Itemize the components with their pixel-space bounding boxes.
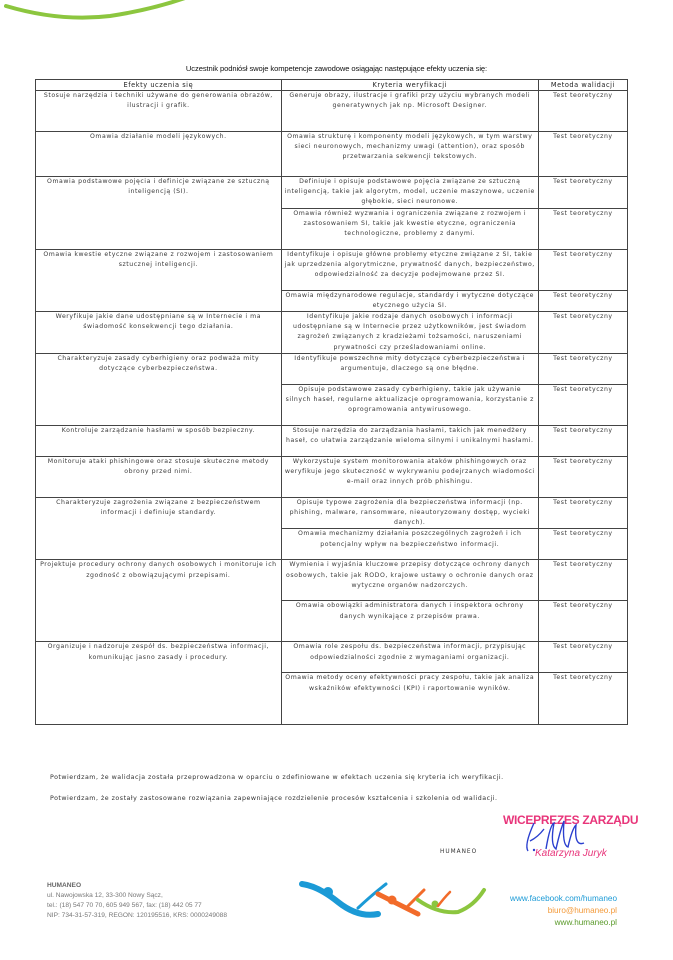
validation-method-cell: Test teoretyczny bbox=[538, 425, 627, 456]
validation-method-cell: Test teoretyczny bbox=[538, 177, 627, 209]
table-row bbox=[36, 91, 628, 132]
table-row bbox=[36, 177, 628, 209]
verification-criteria-cell: Stosuje narzędzia do zarządzania hasłami, takich jak menedżery haseł, co ułatwia zarządzanie wieloma silnymi i unikalnymi hasłami. bbox=[281, 425, 538, 456]
learning-effect-cell: Charakteryzuje zasady cyberhigieny oraz podważa mity dotyczące cyberbezpieczeństwa. bbox=[36, 353, 282, 425]
table-row bbox=[36, 560, 628, 601]
table-row bbox=[36, 353, 628, 384]
learning-effect-cell: Charakteryzuje zagrożenia związane z bezpieczeństwem informacji i definiuje standardy. bbox=[36, 497, 282, 560]
validation-method-cell: Test teoretyczny bbox=[538, 132, 627, 177]
verification-criteria-cell: Omawia metody oceny efektywności pracy zespołu, takie jak analiza wskaźników efektywności (KPI) i raportowanie wyników. bbox=[281, 673, 538, 725]
facebook-link[interactable]: www.facebook.com/humaneo bbox=[510, 894, 617, 903]
validation-method-cell: Test teoretyczny bbox=[538, 91, 627, 132]
email-link[interactable]: biuro@humaneo.pl bbox=[547, 906, 617, 915]
footer-phones: tel.: (18) 547 70 70, 605 949 567, fax: (18) 442 05 77 bbox=[47, 902, 202, 909]
humaneo-logo bbox=[298, 878, 488, 926]
header-criteria: Kryteria weryfikacji bbox=[281, 80, 538, 91]
table-header-row bbox=[36, 80, 628, 91]
learning-outcomes-table bbox=[35, 79, 628, 725]
learning-effect-cell: Kontroluje zarządzanie hasłami w sposób bezpieczny. bbox=[36, 425, 282, 456]
signature-organization: HUMANEO bbox=[440, 849, 478, 855]
verification-criteria-cell: Opisuje podstawowe zasady cyberhigieny, takie jak używanie silnych haseł, regularne aktualizacje oprogramowania, korzystanie z oprogramowania antywirusowego. bbox=[281, 384, 538, 425]
footer-links bbox=[510, 893, 617, 929]
validation-method-cell: Test teoretyczny bbox=[538, 249, 627, 290]
confirmation-statement: Potwierdzam, że zostały zastosowane rozwiązania zapewniające rozdzielenie procesów kształcenia i szkolenia od walidacji. bbox=[50, 795, 498, 802]
learning-effect-cell: Omawia podstawowe pojęcia i definicje związane ze sztuczną inteligencją (SI). bbox=[36, 177, 282, 250]
verification-criteria-cell: Identyfikuje i opisuje główne problemy etyczne związane z SI, takie jak uprzedzenia algorytmiczne, prywatność danych, bezpieczeństwo, odpowiedzialność za decyzje podejmowane przez SI. bbox=[281, 249, 538, 290]
learning-effect-cell: Projektuje procedury ochrony danych osobowych i monitoruje ich zgodność z obowiązującymi przepisami. bbox=[36, 560, 282, 642]
validation-method-cell: Test teoretyczny bbox=[538, 497, 627, 529]
verification-criteria-cell: Omawia strukturę i komponenty modeli językowych, w tym warstwy sieci neuronowych, mechanizmy uwagi (attention), oraz sposób przetwarzania sekwencji tekstowych. bbox=[281, 132, 538, 177]
validation-method-cell: Test teoretyczny bbox=[538, 353, 627, 384]
stamp-title: WICEPREZES ZARZĄDU bbox=[503, 813, 639, 827]
validation-method-cell: Test teoretyczny bbox=[538, 601, 627, 642]
learning-effect-cell: Omawia działanie modeli językowych. bbox=[36, 132, 282, 177]
verification-criteria-cell: Wykorzystuje system monitorowania ataków phishingowych oraz weryfikuje jego skuteczność w wykrywaniu podejrzanych wiadomości e-mail oraz innych prób phishingu. bbox=[281, 456, 538, 497]
validation-method-cell: Test teoretyczny bbox=[538, 456, 627, 497]
learning-effect-cell: Stosuje narzędzia i techniki używane do generowania obrazów, ilustracji i grafik. bbox=[36, 91, 282, 132]
table-row bbox=[36, 132, 628, 177]
verification-criteria-cell: Omawia role zespołu ds. bezpieczeństwa informacji, przypisując odpowiedzialności zgodnie z wymaganiami organizacji. bbox=[281, 642, 538, 673]
verification-criteria-cell: Generuje obrazy, ilustracje i grafiki przy użyciu wybranych modeli generatywnych jak np. Microsoft Designer. bbox=[281, 91, 538, 132]
website-link[interactable]: www.humaneo.pl bbox=[554, 918, 617, 927]
learning-effect-cell: Weryfikuje jakie dane udostępniane są w Internecie i ma świadomość konsekwencji tego działania. bbox=[36, 312, 282, 354]
table-row bbox=[36, 456, 628, 497]
verification-criteria-cell: Identyfikuje jakie rodzaje danych osobowych i informacji udostępniane są w Internecie przez użytkowników, jest świadom zagrożeń związanych z kradzieżami tożsamości, naruszeniami prywatności czy prześladowaniami online. bbox=[281, 312, 538, 354]
verification-criteria-cell: Identyfikuje powszechne mity dotyczące cyberbezpieczeństwa i argumentuje, dlaczego są one błędne. bbox=[281, 353, 538, 384]
validation-method-cell: Test teoretyczny bbox=[538, 384, 627, 425]
learning-effect-cell: Monitoruje ataki phishingowe oraz stosuje skuteczne metody obrony przed nimi. bbox=[36, 456, 282, 497]
verification-criteria-cell: Omawia obowiązki administratora danych i inspektora ochrony danych wynikające z przepisów prawa. bbox=[281, 601, 538, 642]
verification-criteria-cell: Omawia międzynarodowe regulacje, standardy i wytyczne dotyczące etycznego użycia SI. bbox=[281, 290, 538, 311]
verification-criteria-cell: Omawia mechanizmy działania poszczególnych zagrożeń i ich potencjalny wpływ na bezpieczeństwo informacji. bbox=[281, 529, 538, 560]
learning-effect-cell: Omawia kwestie etyczne związane z rozwojem i zastosowaniem sztucznej inteligencji. bbox=[36, 249, 282, 311]
validation-method-cell: Test teoretyczny bbox=[538, 290, 627, 311]
verification-criteria-cell: Omawia również wyzwania i ograniczenia związane z rozwojem i zastosowaniem SI, takie jak kwestie etyczne, ograniczenia technologiczne, problemy z danymi. bbox=[281, 208, 538, 249]
table-row bbox=[36, 425, 628, 456]
header-effects: Efekty uczenia się bbox=[36, 80, 282, 91]
footer-registry: NIP: 734-31-57-319, REGON: 120195516, KRS: 0000249088 bbox=[47, 912, 227, 919]
verification-criteria-cell: Definiuje i opisuje podstawowe pojęcia związane ze sztuczną inteligencją, takie jak algorytm, model, uczenie maszynowe, uczenie głębokie, sieci neuronowe. bbox=[281, 177, 538, 209]
stamp-name: Katarzyna Juryk bbox=[535, 848, 607, 859]
verification-criteria-cell: Opisuje typowe zagrożenia dla bezpieczeństwa informacji (np. phishing, malware, ransomware, nieautoryzowany dostęp, wycieki danych). bbox=[281, 497, 538, 529]
validation-method-cell: Test teoretyczny bbox=[538, 673, 627, 725]
learning-effect-cell: Organizuje i nadzoruje zespół ds. bezpieczeństwa informacji, komunikując jasno zasady i procedury. bbox=[36, 642, 282, 725]
table-row bbox=[36, 642, 628, 673]
header-method: Metoda walidacji bbox=[538, 80, 627, 91]
verification-criteria-cell: Wymienia i wyjaśnia kluczowe przepisy dotyczące ochrony danych osobowych, takie jak RODO, krajowe ustawy o ochronie danych oraz wytyczne organów nadzorczych. bbox=[281, 560, 538, 601]
footer-street: ul. Nawojowska 12, 33-300 Nowy Sącz, bbox=[47, 892, 163, 899]
validation-method-cell: Test teoretyczny bbox=[538, 642, 627, 673]
footer-company: HUMANEO bbox=[47, 882, 82, 889]
document-title: Uczestnik podniósł swoje kompetencje zawodowe osiągając następujące efekty uczenia się: bbox=[185, 64, 488, 73]
table-row bbox=[36, 497, 628, 529]
validation-method-cell: Test teoretyczny bbox=[538, 312, 627, 354]
validation-method-cell: Test teoretyczny bbox=[538, 208, 627, 249]
validation-method-cell: Test teoretyczny bbox=[538, 529, 627, 560]
table-row bbox=[36, 249, 628, 290]
confirmation-statement: Potwierdzam, że walidacja została przeprowadzona w oparciu o zdefiniowane w efektach uczenia się kryteria ich weryfikacji. bbox=[50, 774, 504, 781]
footer-address bbox=[47, 881, 227, 921]
validation-method-cell: Test teoretyczny bbox=[538, 560, 627, 601]
header-swoosh-decoration bbox=[0, 0, 200, 30]
table-body bbox=[36, 91, 628, 725]
table-row bbox=[36, 312, 628, 354]
